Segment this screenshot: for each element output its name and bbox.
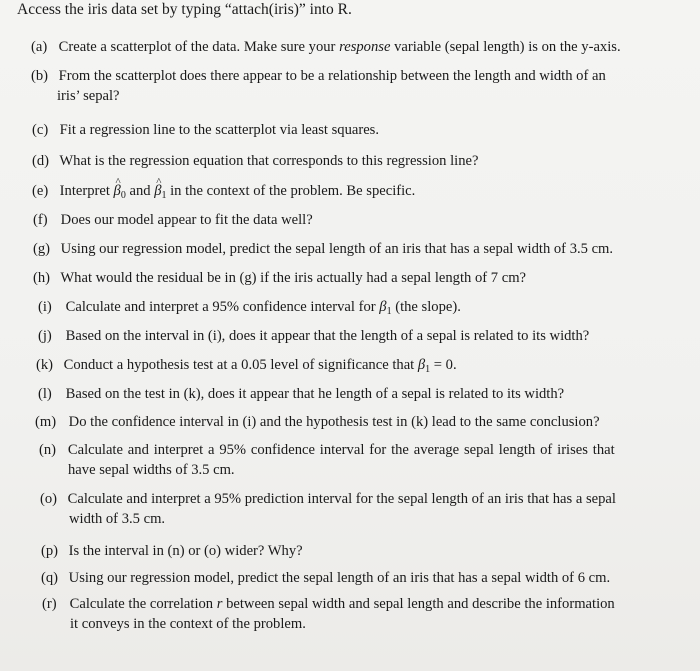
question-label: (h)	[33, 270, 51, 286]
question-label: (p)	[41, 543, 59, 559]
question-text: Is the interval in (n) or (o) wider? Why?	[68, 543, 303, 559]
question-label: (c)	[32, 122, 49, 138]
question-text: Does our model appear to fit the data well?	[60, 212, 313, 228]
question-emphasis: response	[339, 39, 391, 55]
question-label: (j)	[38, 328, 52, 344]
question-text-continuation: it conveys in the context of the problem.	[70, 616, 306, 632]
question-a	[31, 37, 621, 57]
question-text: Using our regression model, predict the sepal length of an iris that has a sepal width of 6 cm.	[68, 570, 611, 586]
question-o	[40, 489, 616, 529]
question-label: (l)	[38, 386, 52, 402]
question-text: Using our regression model, predict the sepal length of an iris that has a sepal width of 3.5 cm.	[60, 241, 614, 257]
question-text-cont: variable (sepal length) is on the y-axis.	[390, 39, 621, 55]
question-label: (f)	[33, 212, 48, 228]
question-p	[41, 541, 303, 561]
question-text-cont: = 0.	[430, 357, 457, 373]
question-l	[38, 384, 564, 404]
question-label: (o)	[40, 491, 58, 507]
question-label: (k)	[36, 357, 54, 373]
question-label: (n)	[39, 442, 57, 458]
question-text: Interpret	[59, 183, 114, 199]
beta-1-symbol: $\beta_1$	[417, 357, 431, 375]
question-j	[38, 326, 589, 346]
question-text: Calculate and interpret a 95% prediction interval for the sepal length of an iris that has a sepal	[67, 491, 616, 507]
question-label: (g)	[33, 241, 51, 257]
question-text: Calculate the correlation	[69, 596, 217, 612]
question-e	[32, 181, 415, 206]
question-label: (m)	[35, 414, 57, 430]
question-text: Conduct a hypothesis test at a 0.05 level of significance that	[63, 357, 418, 373]
question-text: What would the residual be in (g) if the iris actually had a sepal length of 7 cm?	[60, 270, 527, 286]
question-b	[31, 66, 606, 106]
question-label: (i)	[38, 299, 52, 315]
question-q	[41, 568, 610, 588]
question-label: (b)	[31, 68, 49, 84]
question-text: Calculate and interpret a 95% confidence interval for	[65, 299, 380, 315]
question-text: Do the confidence interval in (i) and the hypothesis test in (k) lead to the same conclusion?	[68, 414, 600, 430]
question-g	[33, 239, 613, 259]
question-text-cont: (the slope).	[391, 299, 461, 315]
question-text: and	[125, 183, 155, 199]
question-text-continuation: width of 3.5 cm.	[69, 511, 166, 527]
question-r	[42, 594, 615, 634]
question-text: What is the regression equation that corresponds to this regression line?	[59, 153, 479, 169]
question-label: (q)	[41, 570, 59, 586]
question-text: Based on the test in (k), does it appear that he length of a sepal is related to its width?	[65, 386, 565, 402]
question-h	[33, 268, 526, 288]
question-k	[36, 355, 457, 380]
question-m	[35, 412, 600, 432]
instructions-header: Access the iris data set by typing “attach(iris)” into R.	[17, 1, 352, 18]
question-text-continuation: iris’ sepal?	[57, 88, 120, 104]
question-i	[38, 297, 461, 322]
correlation-r-symbol: r	[216, 596, 223, 612]
question-label: (a)	[31, 39, 48, 55]
question-label: (r)	[42, 596, 57, 612]
question-text: From the scatterplot does there appear to be a relationship between the length and width of an	[58, 68, 606, 84]
beta-hat-1-symbol: ^ $\beta_1$	[154, 183, 166, 199]
question-text-cont: in the context of the problem. Be specific.	[166, 183, 416, 199]
question-text: Calculate and interpret a 95% confidence interval for the average sepal length of irises that	[67, 442, 615, 458]
question-text: Fit a regression line to the scatterplot via least squares.	[59, 122, 380, 138]
question-text-cont: between sepal width and sepal length and describe the information	[222, 596, 615, 612]
question-f	[33, 210, 313, 230]
question-label: (d)	[32, 153, 50, 169]
question-c	[32, 120, 379, 140]
question-text-continuation: have sepal widths of 3.5 cm.	[68, 462, 235, 478]
question-text: Based on the interval in (i), does it appear that the length of a sepal is related to its width?	[65, 328, 590, 344]
question-label: (e)	[32, 183, 49, 199]
question-text: Create a scatterplot of the data. Make sure your	[58, 39, 340, 55]
beta-1-symbol: $\beta_1$	[379, 299, 392, 317]
beta-hat-0-symbol: ^ $\beta_0$	[114, 183, 126, 199]
question-n	[39, 440, 615, 480]
question-d	[32, 151, 478, 171]
